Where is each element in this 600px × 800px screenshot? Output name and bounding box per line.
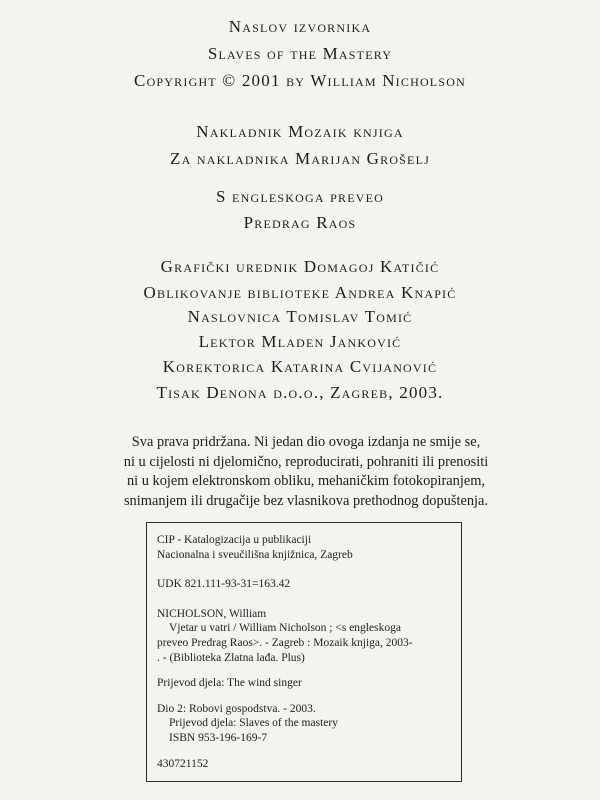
publisher-line: Nakladnik Mozaik knjiga <box>196 122 404 141</box>
copyright-line: Copyright © 2001 by William Nicholson <box>134 71 466 90</box>
original-title-label: Naslov izvornika <box>228 17 372 36</box>
cip-description: preveo Predrag Raos>. - Zagreb : Mozaik knjiga, 2003- <box>157 636 413 649</box>
cip-description: Vjetar u vatri / William Nicholson ; <s engleskoga <box>169 622 401 635</box>
rights-line: ni u kojem elektronskom obliku, mehaničkim fotokopiranjem, <box>126 473 486 489</box>
corrector-line: Korektorica Katarina Cvijanović <box>162 357 438 376</box>
cip-isbn: ISBN 953-196-169-7 <box>169 731 268 744</box>
cip-library: Nacionalna i sveučilišna knjižnica, Zagreb <box>157 548 353 561</box>
proofreader-line: Lektor Mladen Janković <box>198 332 402 351</box>
cip-record <box>146 522 462 782</box>
cip-udk: UDK 821.111-93-31=163.42 <box>157 578 291 591</box>
rights-notice <box>96 433 516 511</box>
print-line: Tisak Denona d.o.o., Zagreb, 2003. <box>156 383 444 402</box>
cip-original-note: Prijevod djela: The wind singer <box>157 677 302 690</box>
cip-header: CIP - Katalogizacija u publikaciji <box>157 534 312 546</box>
graphic-editor-line: Grafički urednik Domagoj Katičić <box>160 257 440 276</box>
rights-line: ni u cijelosti ni djelomično, reproducirati, pohraniti ili prenositi <box>123 453 489 470</box>
rights-line: snimanjem ili drugačije bez vlasnikova prethodnog dopuštenja. <box>123 492 489 509</box>
original-title: Slaves of the Mastery <box>207 44 393 63</box>
rights-line: Sva prava pridržana. Ni jedan dio ovoga izdanja ne smije se, <box>131 434 481 450</box>
cip-part-2: Dio 2: Robovi gospodstva. - 2003. <box>157 702 316 715</box>
translator-line: Predrag Raos <box>243 213 357 232</box>
translated-from-line: S engleskoga preveo <box>215 187 385 206</box>
cip-description: . - (Biblioteka Zlatna lađa. Plus) <box>157 651 305 664</box>
for-publisher-line: Za nakladnika Marijan Grošelj <box>170 149 430 168</box>
cover-line: Naslovnica Tomislav Tomić <box>187 307 413 326</box>
series-design-line: Oblikovanje biblioteke Andrea Knapić <box>143 283 457 302</box>
cip-id-number: 430721152 <box>157 757 209 770</box>
cip-author: NICHOLSON, William <box>157 607 267 620</box>
cip-part-2-original: Prijevod djela: Slaves of the mastery <box>169 717 338 730</box>
